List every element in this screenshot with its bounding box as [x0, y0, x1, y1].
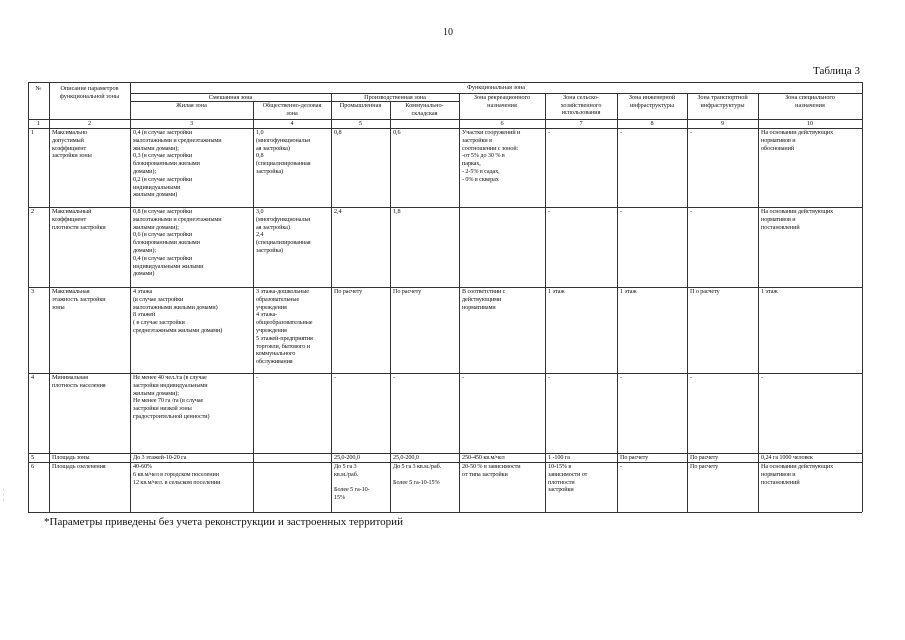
table-rule	[459, 93, 460, 512]
header-agricultural-zone: Зона сельско- хозяйственного использования	[560, 94, 602, 117]
table-cell-agri: -	[548, 129, 550, 136]
table-cell-agri: 10-15% в зависимости от плотности застройки	[548, 463, 588, 494]
table-cell-engineering: -	[620, 129, 622, 136]
table-cell-recreation: 20-50 % в зависимости от типа застройки	[462, 463, 521, 478]
table-cell-engineering: -	[620, 208, 622, 215]
table-cell-num: 5	[31, 454, 34, 461]
table-rule	[617, 93, 618, 512]
table-cell-residential: 4 этажа (в случае застройки малоэтажными жилыми домами) 8 этажей ( в случае застройки среднеэтажными жилыми домами)	[133, 288, 223, 334]
table-cell-communal: По расчету	[393, 288, 422, 295]
footnote: *Параметры приведены без учета реконструкции и застроенных территорий	[44, 516, 403, 528]
table-rule	[331, 93, 332, 512]
table-cell-communal: 25,0-200,0	[393, 454, 419, 461]
table-cell-special: На основании действующих нормативов и обоснований	[761, 129, 834, 152]
header-parameter-description: Описание параметров функциональной зоны	[59, 85, 120, 100]
table-cell-special: -	[761, 374, 763, 381]
header-recreation-zone: Зона рекреационного назначения	[473, 94, 531, 109]
table-cell-public: 3 этажа-дошкольные образовательные учреждения 4 этажа- общеобразовательные учреждения 5 этажей-предприятия торговли, бытового и коммунального обслуживания	[256, 288, 313, 366]
table-top-border	[28, 82, 862, 83]
table-right-border	[862, 82, 863, 512]
page-number: 10	[443, 27, 453, 38]
header-transport-zone: Зона транспортной инфраструктуры	[697, 94, 748, 109]
table-cell-special: 0,24 га 1000 человек	[761, 454, 813, 461]
table-cell-param: Максимальный коэффициент плотности застройки	[52, 208, 106, 231]
header-public-business-zone: Общественно-деловая зона	[262, 102, 322, 117]
header-num: №	[35, 85, 42, 92]
table-rule	[758, 93, 759, 512]
table-cell-special: На основании действующих нормативов и постановлений	[761, 463, 834, 486]
table-cell-recreation: В соответствии с действующими нормативами	[462, 288, 506, 311]
table-cell-agri: 1 -100 га	[548, 454, 570, 461]
table-cell-num: 2	[31, 208, 34, 215]
table-cell-communal: До 5 га 3 кв.м./раб. Более 5 га-10-15%	[393, 463, 442, 486]
table-cell-communal: 1,8	[393, 208, 401, 215]
column-number: 6	[500, 120, 504, 127]
table-cell-param: Максимальная этажность застройки зоны	[52, 288, 106, 311]
table-cell-transport: -	[690, 208, 692, 215]
column-number: 1	[36, 120, 41, 127]
margin-mark: ᵢ ᵢ ᵢ	[3, 487, 4, 502]
column-number: 2	[87, 120, 92, 127]
table-rule	[687, 93, 688, 512]
table-rule	[390, 101, 391, 512]
table-cell-communal: 0,6	[393, 129, 401, 136]
table-cell-transport: П о расчету	[690, 288, 720, 295]
table-cell-recreation: Участки сооружений и застройки в соотношении с зоной: -от 5% до 30 % в парках, - 2-5% в садах, - 0% в скверах	[462, 129, 521, 183]
table-cell-transport: -	[690, 374, 692, 381]
table-cell-num: 4	[31, 374, 34, 381]
column-number: 7	[579, 120, 583, 127]
table-cell-num: 1	[31, 129, 34, 136]
header-residential-zone: Жилая зона	[176, 102, 207, 109]
table-cell-industrial: По расчету	[334, 288, 363, 295]
table-cell-residential: Не менее 40 чел./га (в случае застройки индивидуальными жилыми домами); Не менее 70 га /га (в случае застройки низкой зоны градостроительной ценности)	[133, 374, 210, 420]
header-mixed-zone: Смешанная зона	[208, 94, 253, 101]
table-cell-param: Площадь зоны	[52, 454, 90, 461]
table-cell-public: 3,0 (многофункциональн ая застройка) 2,4 (специализированная застройка)	[256, 208, 311, 254]
table-cell-agri: 1 этаж	[548, 288, 565, 295]
table-cell-special: 1 этаж	[761, 288, 778, 295]
table-cell-residential: 0,4 (в случае застройки малоэтажными и среднеэтажными жилыми домами); 0,3 (в случае застройки блокированными жилыми домами); 0,2 (в случае застройки индивидуальными жилыми домами)	[133, 129, 222, 199]
table-cell-transport: -	[690, 129, 692, 136]
table-cell-agri: -	[548, 374, 550, 381]
table-cell-public: 1,0 (многофункциональн ая застройка) 0,8 (специализированная застройка)	[256, 129, 311, 175]
table-cell-transport: По расчету	[690, 463, 719, 470]
header-industrial: Промышленная	[339, 102, 382, 109]
table-cell-agri: -	[548, 208, 550, 215]
table-cell-industrial: До 5 га 3 кв.м./раб. Более 5 га-10- 15%	[334, 463, 370, 502]
table-cell-industrial: 25,0-200,0	[334, 454, 360, 461]
table-cell-param: Площадь озеленения	[52, 463, 106, 470]
column-number: 10	[806, 120, 814, 127]
table-cell-engineering: -	[620, 463, 622, 470]
table-left-border	[28, 82, 29, 512]
table-rule	[545, 93, 546, 512]
column-number: 9	[720, 120, 725, 127]
table-cell-engineering: По расчету	[620, 454, 649, 461]
column-number: 5	[358, 120, 363, 127]
table-cell-industrial: 2,4	[334, 208, 342, 215]
table-cell-communal: -	[393, 374, 395, 381]
table-cell-public: -	[256, 374, 258, 381]
table-cell-param: Максимально допустимый коэффициент застройки зоны	[52, 129, 92, 160]
table-rule	[49, 82, 50, 512]
table-cell-num: 3	[31, 288, 34, 295]
table-cell-param: Минимальная плотность населения	[52, 374, 106, 389]
table-cell-engineering: 1 этаж	[620, 288, 637, 295]
header-special-zone: Зона специального назначения	[785, 94, 835, 109]
table-cell-recreation	[462, 208, 544, 287]
table-cell-special: На основании действующих нормативов и постановлений	[761, 208, 834, 231]
table-rule	[130, 82, 131, 512]
column-number: 8	[650, 120, 654, 127]
header-functional-zone: Функциональная зона	[466, 84, 526, 91]
table-cell-public	[256, 454, 330, 462]
table-rule	[253, 101, 254, 512]
table-cell-residential: До 3 этажей-10-20 га	[133, 454, 187, 461]
table-cell-num: 6	[31, 463, 34, 470]
table-cell-residential: 0,8 (в случае застройки малоэтажными и среднеэтажными жилыми домами); 0,6 (в случае застройки блокированными жилыми домами); 0,4 (в случае застройки индивидуальными жилыми домами)	[133, 208, 222, 278]
table-cell-recreation: -	[462, 374, 464, 381]
table-cell-recreation: 250-450 кв.м/чел	[462, 454, 505, 461]
header-production-zone: Производственная зона	[364, 94, 426, 101]
table-cell-public	[256, 463, 330, 512]
table-label: Таблица 3	[813, 65, 861, 77]
header-engineering-zone: Зона инженерной инфраструктуры	[628, 94, 676, 109]
table-cell-residential: 40-60% 6 кв.м/чел в городском поселении 12 кв.м/чел. в сельском поселении	[133, 463, 221, 486]
table-cell-transport: По расчету	[690, 454, 719, 461]
header-communal-storage: Коммунально- складская	[405, 102, 444, 117]
table-bottom-border	[28, 512, 862, 513]
table-cell-engineering: -	[620, 374, 622, 381]
column-number: 3	[189, 120, 194, 127]
column-number: 4	[290, 120, 294, 127]
table-cell-industrial: 0,8	[334, 129, 342, 136]
table-cell-industrial: -	[334, 374, 336, 381]
